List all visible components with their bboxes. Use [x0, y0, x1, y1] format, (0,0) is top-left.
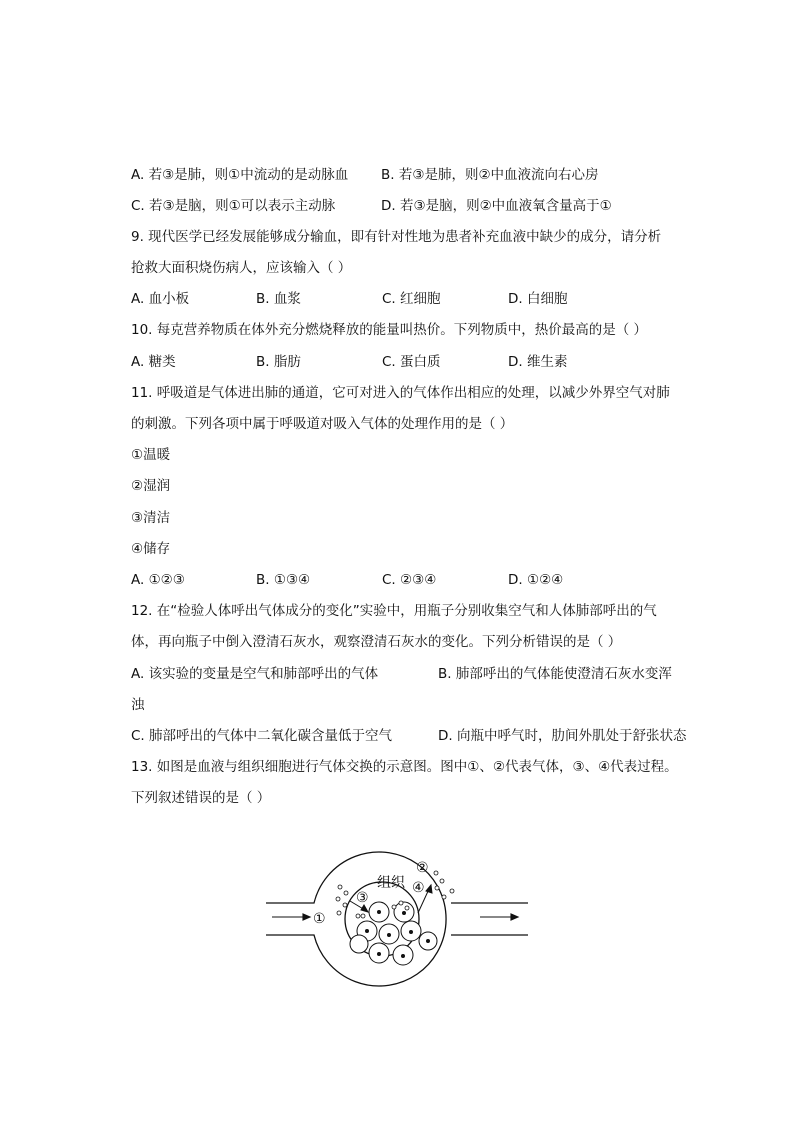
q8-options-row-2 — [131, 196, 721, 216]
q11-stem-line-1: 11. 呼吸道是气体进出肺的通道，它可对进入的气体作出相应的处理，以减少外界空气对肺 — [131, 385, 670, 401]
vessel-outline-right — [451, 903, 528, 935]
q11-item-2: ②湿润 — [131, 478, 171, 494]
q11-option-c: C. ②③④ — [382, 572, 437, 588]
q12-option-d: D. 向瓶中呼气时，肋间外肌处于舒张状态 — [438, 728, 687, 744]
q11-option-a: A. ①②③ — [131, 572, 185, 588]
q11-options-row — [131, 570, 721, 590]
q11-item-3: ③清洁 — [131, 510, 171, 526]
q12-options-row-2 — [131, 726, 721, 746]
q9-options-row — [131, 289, 721, 309]
q8-option-c: C. 若③是脑，则①可以表示主动脉 — [131, 198, 336, 214]
q8-options-row-1 — [131, 165, 721, 185]
q11-option-b: B. ①③④ — [256, 572, 311, 588]
q12-stem-line-2: 体，再向瓶子中倒入澄清石灰水，观察澄清石灰水的变化。下列分析错误的是（ ） — [131, 634, 622, 650]
q9-option-c: C. 红细胞 — [382, 291, 441, 307]
q10-options-row — [131, 352, 721, 372]
q12-stem-line-1: 12. 在“检验人体呼出气体成分的变化”实验中，用瓶子分别收集空气和人体肺部呼出的气 — [131, 603, 657, 619]
q10-option-c: C. 蛋白质 — [382, 354, 441, 370]
q8-option-d: D. 若③是脑，则②中血液氧含量高于① — [381, 198, 612, 214]
q13-stem-line-1: 13. 如图是血液与组织细胞进行气体交换的示意图。图中①、②代表气体，③、④代表过程。 — [131, 759, 678, 775]
q12-option-b: B. 肺部呼出的气体能使澄清石灰水变浑 — [438, 666, 672, 682]
flow-arrow-right — [480, 914, 518, 920]
q10-option-d: D. 维生素 — [508, 354, 568, 370]
diagram-label-2: ② — [416, 860, 429, 876]
q12-option-c: C. 肺部呼出的气体中二氧化碳含量低于空气 — [131, 728, 393, 744]
q11-option-d: D. ①②④ — [508, 572, 564, 588]
q12-option-a: A. 该实验的变量是空气和肺部呼出的气体 — [131, 666, 379, 682]
q11-item-4: ④储存 — [131, 541, 171, 557]
q12-options-row-1 — [131, 664, 721, 684]
q9-stem-line-2: 抢救大面积烧伤病人，应该输入（ ） — [131, 260, 352, 276]
gas-exchange-diagram — [266, 843, 528, 989]
diagram-label-1: ① — [313, 911, 326, 927]
tissue-cell — [350, 935, 368, 953]
q8-option-a: A. 若③是肺，则①中流动的是动脉血 — [131, 167, 349, 183]
q11-item-1: ①温暖 — [131, 447, 171, 463]
q9-stem-line-1: 9. 现代医学已经发展能够成分输血，即有针对性地为患者补充血液中缺少的成分，请分析 — [131, 229, 662, 245]
q9-option-b: B. 血浆 — [256, 291, 301, 307]
q12-option-b-continued: 浊 — [131, 697, 145, 713]
flow-arrow-left — [272, 914, 310, 920]
diagram-label-3: ③ — [356, 890, 369, 906]
q10-option-b: B. 脂肪 — [256, 354, 301, 370]
q11-stem-line-2: 的刺激。下列各项中属于呼吸道对吸入气体的处理作用的是（ ） — [131, 416, 514, 432]
q9-option-a: A. 血小板 — [131, 291, 190, 307]
diagram-label-4: ④ — [412, 880, 425, 896]
q10-stem-line-1: 10. 每克营养物质在体外充分燃烧释放的能量叫热价。下列物质中，热价最高的是（ ） — [131, 322, 648, 338]
q13-stem-line-2: 下列叙述错误的是（ ） — [131, 790, 271, 806]
q8-option-b: B. 若③是肺，则②中血液流向右心房 — [381, 167, 599, 183]
diagram-label-tissue: 组织 — [377, 875, 405, 891]
q10-option-a: A. 糖类 — [131, 354, 176, 370]
q9-option-d: D. 白细胞 — [508, 291, 568, 307]
